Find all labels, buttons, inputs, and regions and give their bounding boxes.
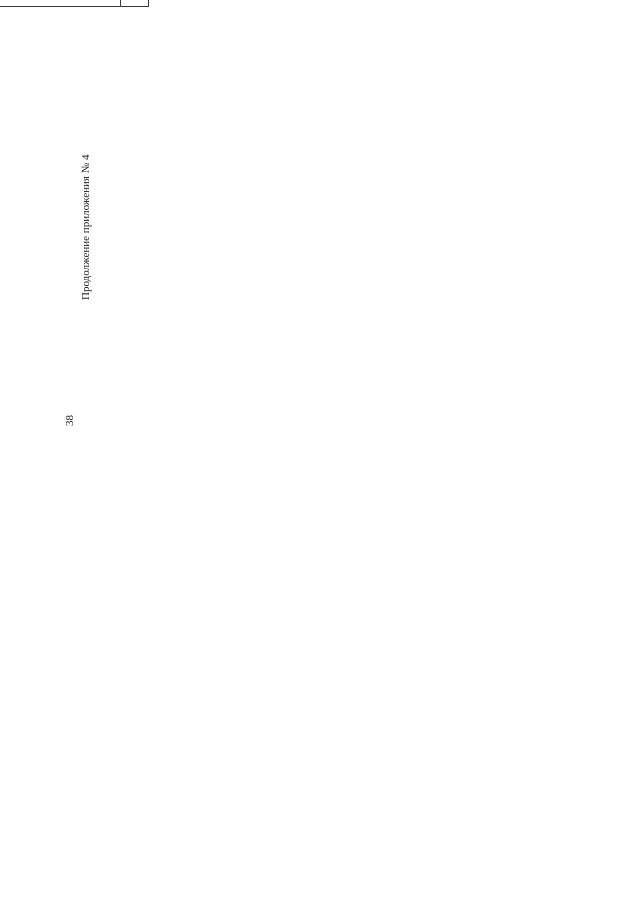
page-number: 38 (64, 415, 76, 426)
continuation-title: Продолжение приложения № 4 (80, 154, 92, 300)
header-row (121, 0, 149, 39)
header-cell (121, 0, 149, 6)
table-row (0, 0, 121, 39)
amount-col11 (0, 0, 121, 6)
program-table (0, 0, 149, 39)
